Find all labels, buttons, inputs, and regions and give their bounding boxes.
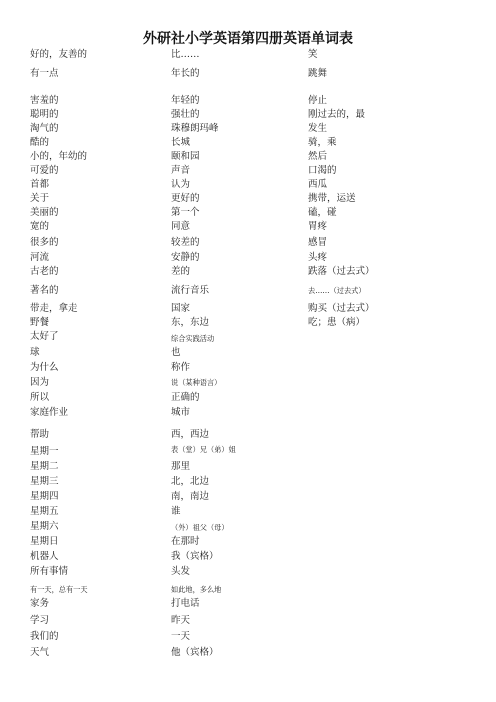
word-entry: 星期五 [30,506,59,517]
word-entry: 北，北边 [171,476,210,487]
word-entry: 长城 [171,137,191,148]
word-entry: 害羞的 [30,95,59,106]
word-entry: 磕，碰 [308,207,337,218]
word-entry: 球 [30,347,40,358]
word-entry: 携带，运送 [308,193,356,204]
word-entry: 在那时 [171,536,200,547]
word-entry: 有一点 [30,68,59,79]
word-entry: 小的，年幼的 [30,151,88,162]
word-entry: 珠穆朗玛峰 [171,123,219,134]
word-entry: 因为 [30,377,50,388]
word-entry: 野餐 [30,317,50,328]
word-entry: 更好的 [171,193,200,204]
column-3 [308,0,458,702]
word-entry: 笑 [308,49,318,60]
word-entry: 口渴的 [308,165,337,176]
word-entry: 他（宾格） [171,647,219,658]
word-entry: 有一天，总有一天 [30,585,88,594]
word-entry: 差的 [171,266,191,277]
word-entry: 如此地，多么地 [171,585,222,594]
word-entry: 综合实践活动 [171,334,215,343]
word-entry: 谁 [171,506,181,517]
word-entry: 家务 [30,598,50,609]
word-entry: 聪明的 [30,109,59,120]
word-entry: 为什么 [30,362,59,373]
word-entry: 西，西边 [171,429,210,440]
word-entry: 跌落（过去式） [308,266,375,277]
word-entry: 我（宾格） [171,551,219,562]
word-entry: 表（堂）兄（弟）姐 [171,445,236,454]
word-entry: 酷的 [30,137,50,148]
word-entry: 停止 [308,95,328,106]
word-entry: 带走，拿走 [30,303,78,314]
word-entry: 头发 [171,566,191,577]
word-entry: 年轻的 [171,95,200,106]
word-entry: 帮助 [30,429,50,440]
word-entry: 昨天 [171,615,191,626]
word-entry: 流行音乐 [171,285,210,296]
word-entry: 国家 [171,303,191,314]
word-entry: 骑，乘 [308,137,337,148]
word-entry: 家庭作业 [30,407,69,418]
word-entry: 太好了 [30,331,59,342]
word-entry: 安静的 [171,252,200,263]
word-entry: 西瓜 [308,179,328,190]
word-entry: 机器人 [30,551,59,562]
word-entry: 星期四 [30,491,59,502]
word-entry: 颐和园 [171,151,200,162]
word-entry: 然后 [308,151,328,162]
word-entry: 星期二 [30,461,59,472]
word-entry: 我们的 [30,631,59,642]
word-entry: 年长的 [171,68,200,79]
word-entry: 天气 [30,647,50,658]
word-entry: 星期六 [30,521,59,532]
word-entry: 购买（过去式） [308,303,375,314]
word-entry: 星期三 [30,476,59,487]
word-entry: 说（某种语言） [171,378,222,387]
word-entry: 关于 [30,193,50,204]
word-entry: 吃；患（病） [308,317,366,328]
word-entry: 打电话 [171,598,200,609]
word-entry: 所有事情 [30,566,69,577]
word-entry: 正确的 [171,392,200,403]
word-entry: 所以 [30,392,50,403]
word-entry: 头疼 [308,252,328,263]
word-entry: 跳舞 [308,68,328,79]
word-entry: 星期日 [30,536,59,547]
word-entry: 首都 [30,179,50,190]
word-entry: 那里 [171,461,191,472]
word-entry: 淘气的 [30,123,59,134]
word-entry: 发生 [308,123,328,134]
word-entry: （外）祖父（母） [171,523,229,532]
word-entry: 南，南边 [171,491,210,502]
word-entry: 较差的 [171,237,200,248]
word-entry: 比…… [171,49,200,60]
word-entry: 星期一 [30,446,59,457]
column-1 [30,0,168,702]
word-entry: 去……（过去式） [308,286,366,295]
page-title: 外研社小学英语第四册英语单词表 [143,31,353,47]
word-entry: 也 [171,347,181,358]
word-entry: 著名的 [30,285,59,296]
word-entry: 胃疼 [308,221,328,232]
word-entry: 河流 [30,252,50,263]
word-entry: 认为 [171,179,191,190]
word-entry: 可爱的 [30,165,59,176]
word-entry: 很多的 [30,237,59,248]
word-entry: 一天 [171,631,191,642]
word-entry: 第一个 [171,207,200,218]
word-entry: 古老的 [30,266,59,277]
word-entry: 美丽的 [30,207,59,218]
word-entry: 刚过去的，最 [308,109,366,120]
word-entry: 宽的 [30,221,50,232]
word-entry: 声音 [171,165,191,176]
word-entry: 城市 [171,407,191,418]
word-entry: 东，东边 [171,317,210,328]
column-2 [171,0,306,702]
word-entry: 好的，友善的 [30,49,88,60]
word-entry: 学习 [30,615,50,626]
word-entry: 感冒 [308,237,328,248]
word-entry: 同意 [171,221,191,232]
word-entry: 称作 [171,362,191,373]
word-entry: 强壮的 [171,109,200,120]
